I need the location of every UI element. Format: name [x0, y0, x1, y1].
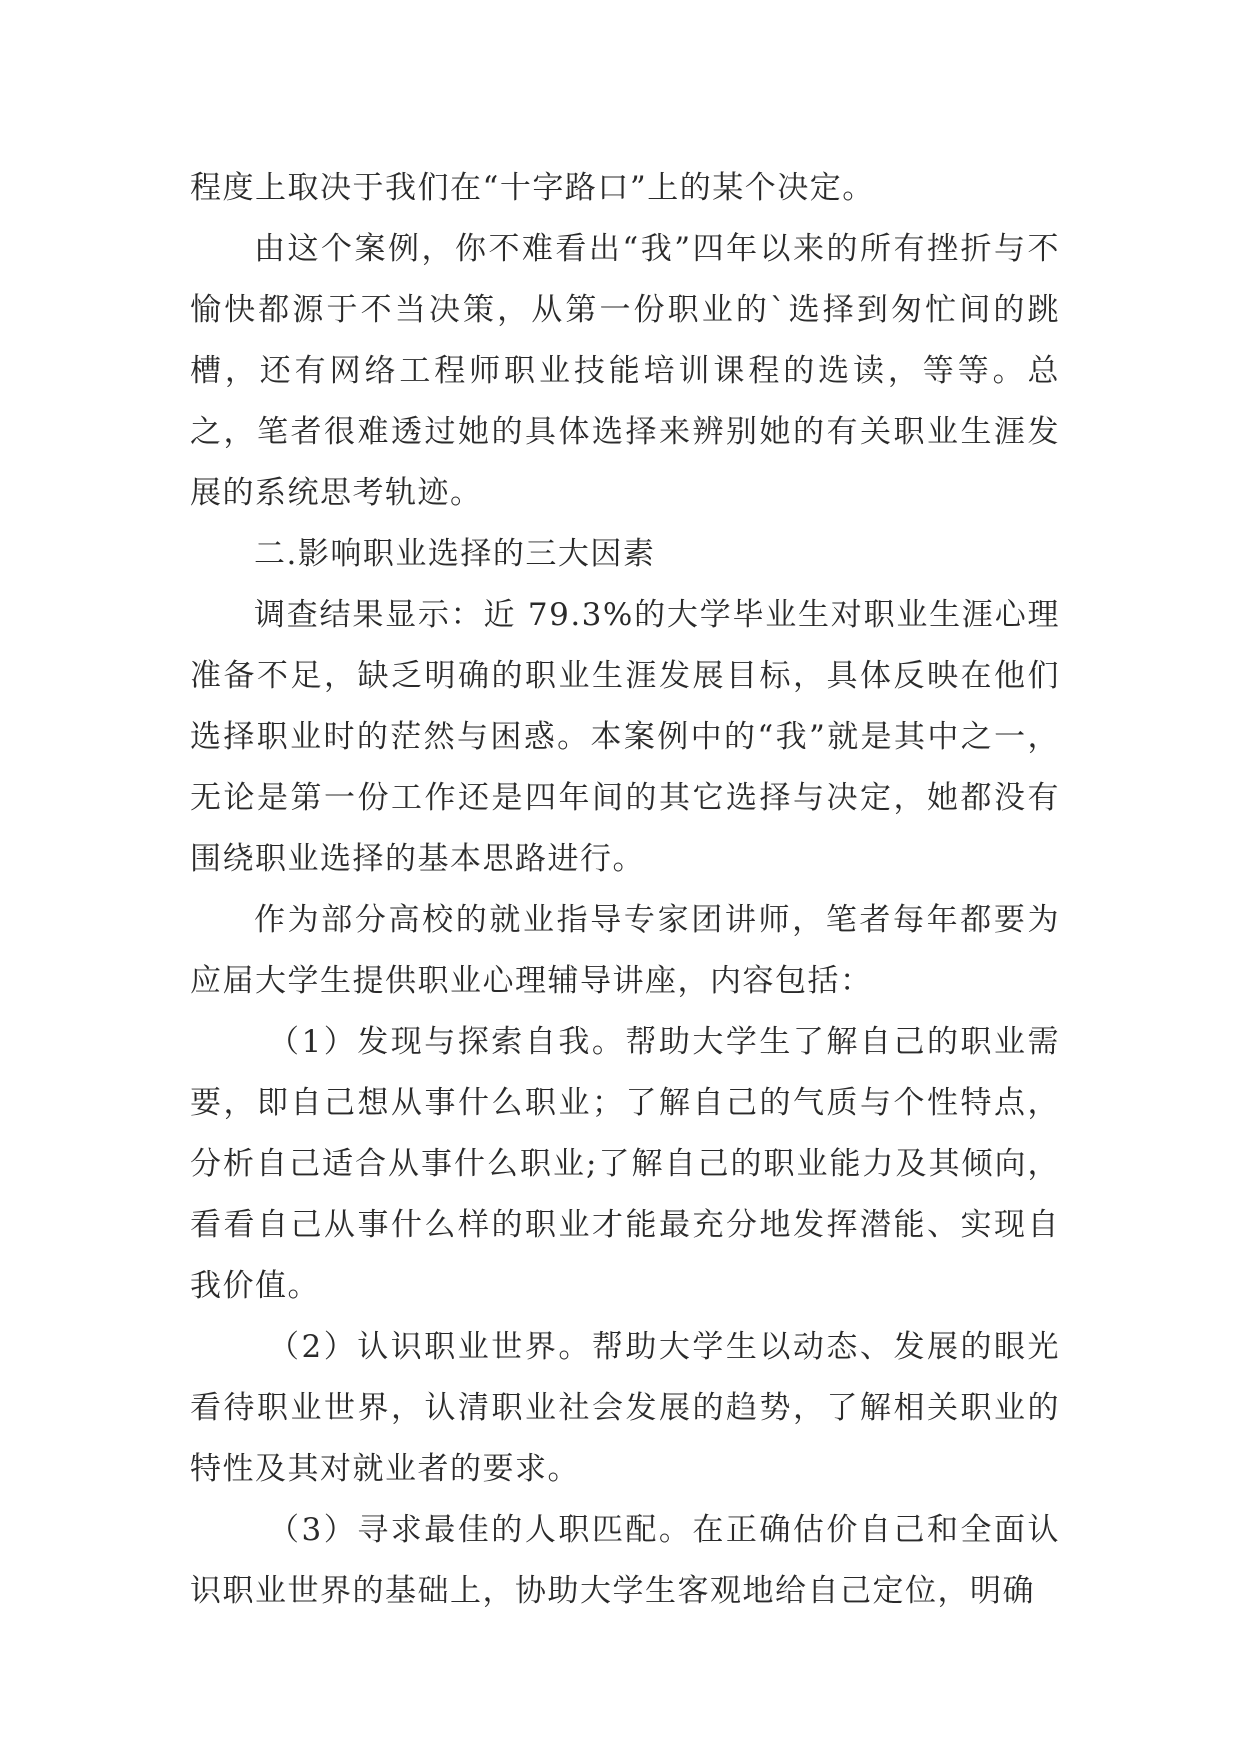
list-item-job-matching: （3）寻求最佳的人职匹配。在正确估价自己和全面认识职业世界的基础上，协助大学生客观地给自己定位，明确 [190, 1512, 1060, 1609]
list-item-career-world: （2）认识职业世界。帮助大学生以动态、发展的眼光看待职业世界，认清职业社会发展的趋势，了解相关职业的特性及其对就业者的要求。 [190, 1329, 1060, 1487]
list-item-self-discovery: （1）发现与探索自我。帮助大学生了解自己的职业需要，即自己想从事什么职业；了解自己的气质与个性特点，分析自己适合从事什么职业;了解自己的职业能力及其倾向，看看自己从事什么样的职业才能最充分地发挥潜能、实现自我价值。 [190, 1024, 1060, 1304]
section-heading: 二.影响职业选择的三大因素 [254, 536, 656, 572]
document-body [190, 158, 1060, 1622]
paragraph-case-analysis: 由这个案例，你不难看出“我”四年以来的所有挫折与不愉快都源于不当决策，从第一份职业的`选择到匆忙间的跳槽，还有网络工程师职业技能培训课程的选读，等等。总之，笔者很难透过她的具体选择来辨别她的有关职业生涯发展的系统思考轨迹。 [190, 231, 1060, 511]
paragraph-lecture-intro: 作为部分高校的就业指导专家团讲师，笔者每年都要为应届大学生提供职业心理辅导讲座，内容包括： [190, 902, 1060, 999]
paragraph-continuation: 程度上取决于我们在“十字路口”上的某个决定。 [190, 170, 875, 206]
paragraph-survey-results: 调查结果显示：近 79.3%的大学毕业生对职业生涯心理准备不足，缺乏明确的职业生涯发展目标，具体反映在他们选择职业时的茫然与困惑。本案例中的“我”就是其中之一，无论是第一份工作还是四年间的其它选择与决定，她都没有围绕职业选择的基本思路进行。 [190, 597, 1060, 877]
